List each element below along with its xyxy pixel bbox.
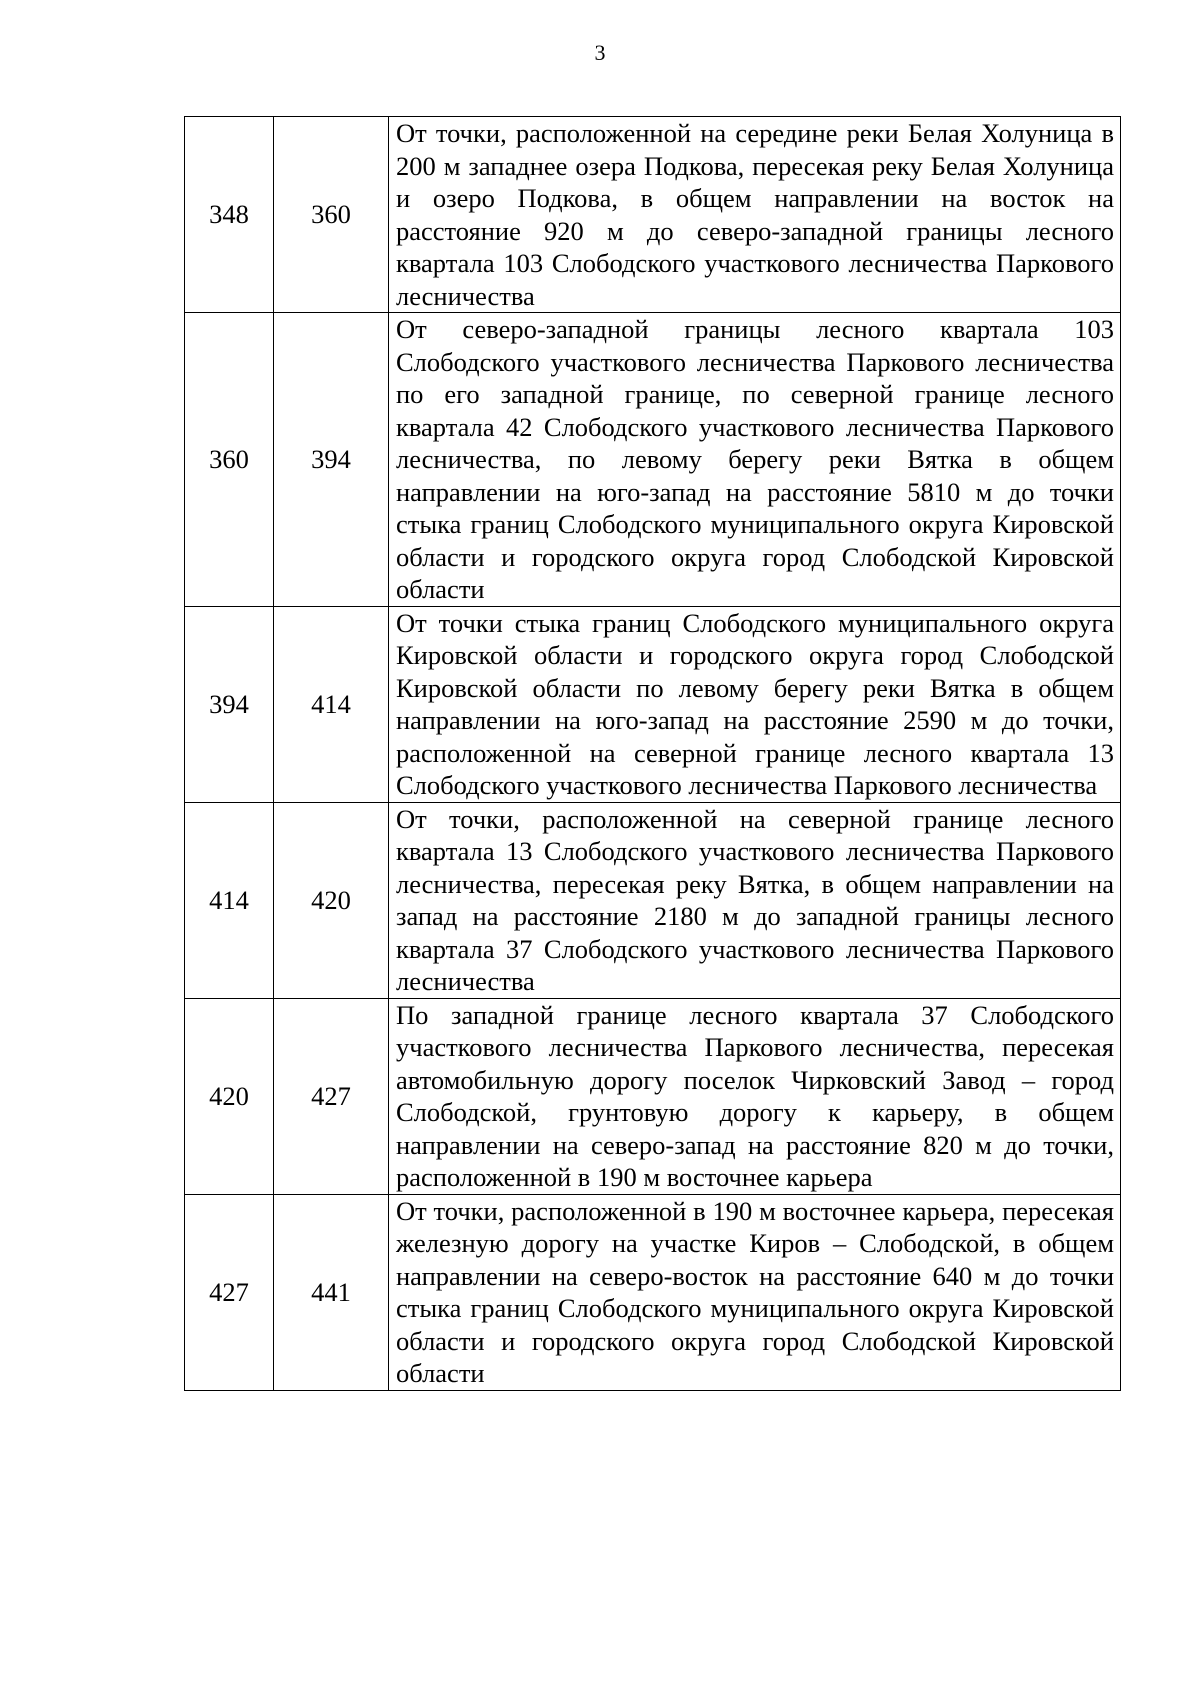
to-point-cell: 420 (274, 802, 389, 998)
from-point-cell: 348 (185, 117, 274, 313)
from-point-cell: 427 (185, 1194, 274, 1390)
boundary-description-cell: От северо-западной границы лесного квартала 103 Слободского участкового лесничества Паркового лесничества по его западной границе, по северной границе лесного квартала 42 Слободского участкового лесничества Паркового лесничества, по левому берегу реки Вятка в общем направлении на юго-запад на расстояние 5810 м до точки стыка границ Слободского муниципального округа Кировской области и городского округа город Слободской Кировской области (389, 313, 1121, 607)
to-point-cell: 441 (274, 1194, 389, 1390)
from-point-cell: 394 (185, 606, 274, 802)
table-row (185, 998, 1121, 1194)
from-point-cell: 414 (185, 802, 274, 998)
boundary-description-table (184, 116, 1121, 1391)
table-row (185, 606, 1121, 802)
to-point-cell: 427 (274, 998, 389, 1194)
boundary-description-cell: От точки стыка границ Слободского муниципального округа Кировской области и городского округа город Слободской Кировской области по левому берегу реки Вятка в общем направлении на юго-запад на расстояние 2590 м до точки, расположенной на северной границе лесного квартала 13 Слободского участкового лесничества Паркового лесничества (389, 606, 1121, 802)
to-point-cell: 360 (274, 117, 389, 313)
boundary-description-cell: От точки, расположенной на северной границе лесного квартала 13 Слободского участкового лесничества Паркового лесничества, пересекая реку Вятка, в общем направлении на запад на расстояние 2180 м до западной границы лесного квартала 37 Слободского участкового лесничества Паркового лесничества (389, 802, 1121, 998)
table-row (185, 313, 1121, 607)
table-row (185, 117, 1121, 313)
boundary-description-cell: От точки, расположенной в 190 м восточнее карьера, пересекая железную дорогу на участке Киров – Слободской, в общем направлении на северо-восток на расстояние 640 м до точки стыка границ Слободского муниципального округа Кировской области и городского округа город Слободской Кировской области (389, 1194, 1121, 1390)
to-point-cell: 394 (274, 313, 389, 607)
table-row (185, 1194, 1121, 1390)
to-point-cell: 414 (274, 606, 389, 802)
boundary-description-cell: По западной границе лесного квартала 37 Слободского участкового лесничества Паркового лесничества, пересекая автомобильную дорогу поселок Чирковский Завод – город Слободской, грунтовую дорогу к карьеру, в общем направлении на северо-запад на расстояние 820 м до точки, расположенной в 190 м восточнее карьера (389, 998, 1121, 1194)
from-point-cell: 420 (185, 998, 274, 1194)
boundary-description-cell: От точки, расположенной на середине реки Белая Холуница в 200 м западнее озера Подкова, пересекая реку Белая Холуница и озеро Подкова, в общем направлении на восток на расстояние 920 м до северо-западной границы лесного квартала 103 Слободского участкового лесничества Паркового лесничества (389, 117, 1121, 313)
page-number: 3 (594, 40, 606, 65)
from-point-cell: 360 (185, 313, 274, 607)
table-row (185, 802, 1121, 998)
